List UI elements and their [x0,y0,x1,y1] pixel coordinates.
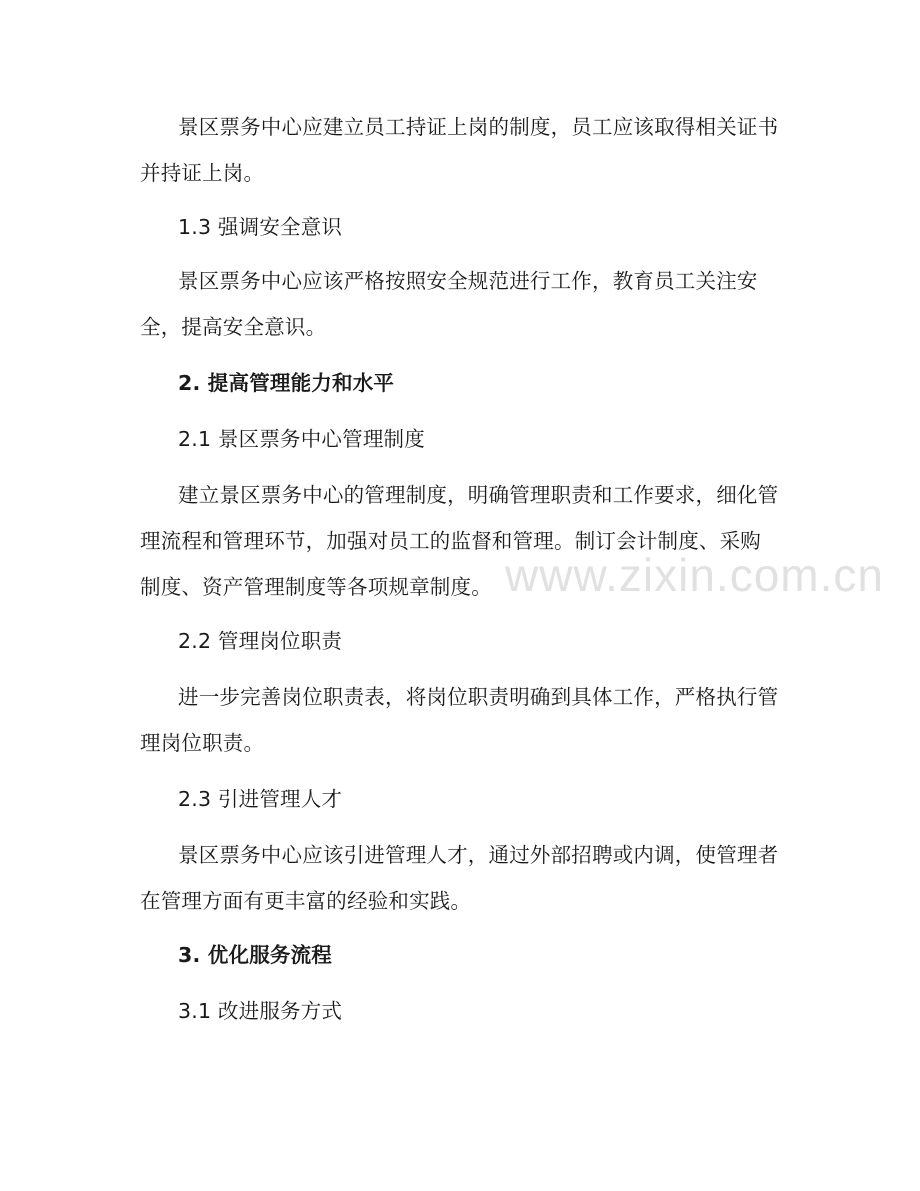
paragraph-safety: 景区票务中心应该严格按照安全规范进行工作，教育员工关注安全，提高安全意识。 [140,269,758,339]
paragraph-talent: 景区票务中心应该引进管理人才，通过外部招聘或内调，使管理者在管理方面有更丰富的经验和实践。 [140,843,779,913]
subheading-2-2: 2.2 管理岗位职责 [178,629,343,653]
subheading-2-1: 2.1 景区票务中心管理制度 [178,427,425,451]
subheading-2-3: 2.3 引进管理人才 [178,787,343,811]
watermark: www.zixin.com.cn [505,549,884,601]
paragraph-certification: 景区票务中心应建立员工持证上岗的制度，员工应该取得相关证书并持证上岗。 [140,115,779,185]
paragraph-job-duties: 进一步完善岗位职责表，将岗位职责明确到具体工作，严格执行管理岗位职责。 [140,685,779,755]
paragraph-management-system: 建立景区票务中心的管理制度，明确管理职责和工作要求，细化管理流程和管理环节，加强对员工的监督和管理。制订会计制度、采购制度、资产管理制度等各项规章制度。 [140,483,779,599]
heading-section-3: 3. 优化服务流程 [178,943,332,967]
heading-section-2: 2. 提高管理能力和水平 [178,371,395,395]
subheading-3-1: 3.1 改进服务方式 [178,999,343,1023]
subheading-1-3: 1.3 强调安全意识 [178,215,343,239]
